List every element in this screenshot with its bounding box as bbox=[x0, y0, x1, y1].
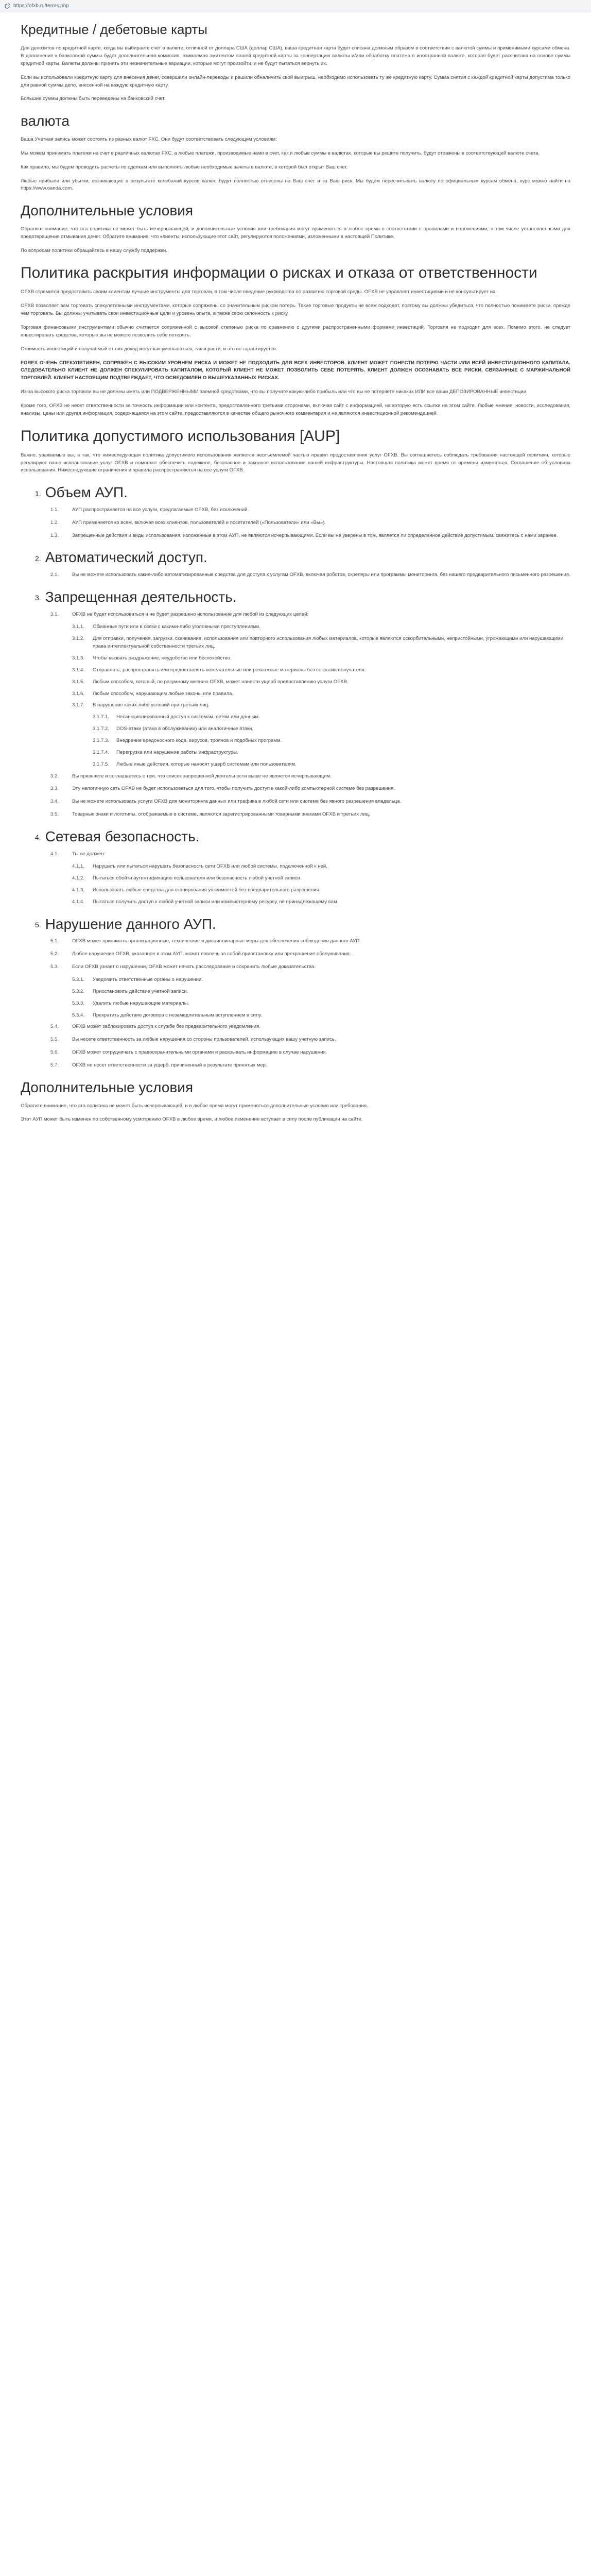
list-item bbox=[72, 702, 570, 709]
item-number: 3.1.2. bbox=[72, 636, 85, 642]
paragraph: Если вы использовали кредитную карту для внесения денег, совершили онлайн-переводы и решили обналичить свой выигрыш, необходимо использовать ту же кредитную карту. Сумма снятия с каждой кредитной карты допустима только для равной суммы депо, внесенной на каждую кредитную карту. bbox=[21, 74, 570, 88]
item-number: 4.1.1. bbox=[72, 863, 85, 870]
list-item bbox=[93, 737, 570, 745]
item-text: Вы не можете использовать услуги OFXB для мониторинга данных или трафика в любой сети или системе без явного разрешения владельца. bbox=[72, 799, 402, 805]
list-item bbox=[50, 851, 570, 858]
item-text: Перегрузка или нарушение работы инфраструктуры. bbox=[116, 749, 238, 755]
list-item bbox=[72, 899, 570, 906]
item-text: АУП применяется ко всем, включая всех клиентов, пользователей и посетителей («Пользователи» или «Вы»). bbox=[72, 519, 326, 526]
section-title: Политика раскрытия информации о рисках и отказа от ответственности bbox=[21, 264, 537, 282]
section-title: валюта bbox=[21, 113, 69, 129]
list-item bbox=[50, 811, 570, 819]
section-title: Дополнительные условия bbox=[21, 202, 194, 219]
list-item bbox=[50, 1062, 570, 1070]
item-text: Удалить любые нарушающие материалы. bbox=[93, 1000, 189, 1006]
list-item bbox=[72, 863, 570, 871]
item-number: 3.1.7.1. bbox=[93, 714, 110, 720]
section-number: 3. bbox=[35, 594, 41, 602]
item-text: Для отправки, получения, загрузки, скачивания, использования или повторного использования любых материалов, которые являются оскорбительными, непристойными, угрожающими или нарушающими права интеллектуальной собственности третьих лиц. bbox=[93, 636, 564, 650]
section-title: Объем АУП. bbox=[45, 484, 128, 501]
item-text: Вы не можете использовать какие-либо автоматизированные средства для доступа к услугам OFXB, включая роботов, скреперы или программы мониторинга, без нашего предварительного письменного разрешения. bbox=[72, 572, 570, 578]
item-text: Любое нарушение OFXB, указанное в этом АУП, может повлечь за собой приостановку или прекращение обслуживания. bbox=[72, 951, 351, 957]
paragraph: OFXB позволяет вам торговать спекулятивными инструментами, которые сопряжены со значительным риском потерь. Такие торговые продукты не всем подходят, поэтому вы должны убедиться, что полностью понимаете риски, прежде чем торговать. Вы должны учитывать свои инвестиционные цели и уровень опыта, а также свою склонность к риску. bbox=[21, 303, 570, 317]
list-item bbox=[93, 749, 570, 757]
paragraph: Как правило, мы будем проводить расчеты по сделкам или выполнять любые необходимые зачеты в валюте, в которой был открыт Ваш счет. bbox=[21, 164, 348, 170]
item-number: 4.1.3. bbox=[72, 887, 85, 893]
page-title: Кредитные / дебетовые карты bbox=[21, 22, 207, 37]
item-text: OFXB не несет ответственности за ущерб, причиненный в результате принятых мер. bbox=[72, 1062, 267, 1069]
list-item bbox=[93, 725, 570, 733]
item-number: 1.3. bbox=[50, 532, 59, 538]
item-text: Нарушать или пытаться нарушать безопасность сети OFXB или любой системы, подключенной к ней. bbox=[93, 863, 327, 870]
aup-automatic-access bbox=[35, 549, 570, 566]
item-number: 4.1.4. bbox=[72, 899, 85, 905]
paragraph: Обратите внимание, что эта политика не может быть исчерпывающей, и дополнительные условия или требования могут применяться в любое время в соответствии с правилами и положениями, в том числе установленными для предотвращения отмывания денег. Обратите внимание, что клиенты, использующие этот сайт, регулируются положениями, изложенными в настоящей Политике. bbox=[21, 226, 570, 240]
section-number: 2. bbox=[35, 554, 41, 563]
item-number: 4.1.2. bbox=[72, 875, 85, 882]
item-number: 3.1.6. bbox=[72, 690, 85, 697]
item-text: Уведомить ответственные органы о нарушении. bbox=[93, 977, 203, 983]
section-additional-terms bbox=[21, 202, 570, 219]
item-text: Использовать любые средства для сканирования уязвимостей без предварительного разрешения. bbox=[93, 887, 321, 893]
aup-network-security bbox=[35, 828, 570, 845]
section-title: Автоматический доступ. bbox=[45, 549, 207, 566]
paragraph: OFXB стремится предоставить своим клиентам лучшие инструменты для торговли, в том числе введение руководства по развитию торговой среды. OFXB не управляет инвестициями и не консультирует их. bbox=[21, 289, 497, 295]
paragraph: Из-за высокого риска торговли вы не должны иметь или ПОДВЕРЖЕННЫМИ заемной средствами, что вы получите какую-либо прибыль или что вы не потеряете никаких ИЛИ все ваши ДЕПОЗИРОВАННЫЕ инвестиции. bbox=[21, 389, 528, 395]
list-item bbox=[72, 1000, 570, 1008]
list-item bbox=[93, 761, 570, 769]
section-number: 1. bbox=[35, 489, 41, 498]
url-text[interactable]: https://ofxb.ru/terms.php bbox=[13, 3, 69, 9]
item-number: 5.3.1. bbox=[72, 977, 85, 983]
item-text: Чтобы вызвать раздражение, неудобство или беспокойство. bbox=[93, 655, 232, 661]
item-number: 5.3.4. bbox=[72, 1012, 85, 1018]
item-number: 1.2. bbox=[50, 519, 59, 526]
item-text: В нарушение каких-либо условий при третьих лиц. bbox=[93, 702, 210, 708]
list-item bbox=[72, 679, 570, 686]
item-number: 3.1.7.2. bbox=[93, 726, 110, 732]
item-number: 2.1. bbox=[50, 572, 59, 578]
list-item bbox=[50, 1049, 570, 1057]
section-number: 5. bbox=[35, 921, 41, 929]
item-text: Товарные знаки и логотипы, отображаемые в системе, являются зарегистрированными товарными знаками OFXB и третьих лиц. bbox=[72, 811, 370, 818]
list-item bbox=[50, 785, 570, 793]
list-item bbox=[50, 571, 570, 579]
item-number: 3.5. bbox=[50, 811, 59, 818]
list-item bbox=[50, 963, 570, 971]
item-number: 5.2. bbox=[50, 951, 59, 957]
paragraph: Кроме того, OFXB не несет ответственности за точность информации или контента, предоставленного третьими сторонами, включая сайт с информацией, на которую есть ссылки на этом сайте. Любые мнения, новости, исследования, анализы, цены или другая информация, содержащаяся на этом сайте, предоставляются в качестве общего рыночного комментария и не являются инвестиционной рекомендацией. bbox=[21, 403, 570, 416]
item-text: Любые иные действия, которые наносят ущерб системам или пользователям. bbox=[116, 761, 297, 767]
list-item bbox=[72, 690, 570, 698]
section-additional-terms-2 bbox=[21, 1079, 570, 1096]
item-text: Несанкционированный доступ к системам, сетям или данным. bbox=[116, 714, 260, 720]
list-item bbox=[50, 532, 570, 540]
section-currency bbox=[21, 112, 570, 130]
aup-scope bbox=[35, 484, 570, 501]
item-text: Любым способом, который, по разумному мнению OFXB, может нанести ущерб предоставлению услуги OFXB. bbox=[93, 679, 349, 685]
item-number: 1.1. bbox=[50, 506, 59, 513]
item-number: 5.3.2. bbox=[72, 988, 85, 994]
list-item bbox=[72, 623, 570, 631]
section-title: Дополнительные условия bbox=[21, 1079, 194, 1095]
list-item bbox=[50, 611, 570, 619]
item-number: 5.7. bbox=[50, 1062, 59, 1069]
item-text: OFXB не будет использоваться и не будет разрешено использование для любой из следующих целей: bbox=[72, 611, 309, 617]
item-text: Обманные пути или в связи с какими-либо уголовными преступлениями. bbox=[93, 624, 260, 630]
section-title: Нарушение данного АУП. bbox=[45, 916, 216, 932]
section-risk-disclosure bbox=[21, 264, 570, 282]
aup-violation bbox=[35, 916, 570, 933]
item-number: 5.3.3. bbox=[72, 1000, 85, 1006]
item-number: 5.1. bbox=[50, 938, 59, 944]
paragraph: Мы можем принимать платежи на счет в различных валютах FXC, а любые платежи, производимые нами в счет, как и любые суммы в валютах, которые вы решите получить, будут отражены в соответствующей валюте счета. bbox=[21, 150, 540, 156]
section-title: Сетевая безопасность. bbox=[45, 828, 200, 844]
list-item bbox=[50, 519, 570, 527]
item-text: Если OFXB узнает о нарушении, OFXB может начать расследование и сохранить любые доказательства. bbox=[72, 964, 316, 970]
item-number: 3.1.7. bbox=[72, 702, 85, 708]
list-item bbox=[50, 1023, 570, 1031]
risk-warning: FOREX ОЧЕНЬ СПЕКУЛЯТИВЕН, СОПРЯЖЕН С ВЫСОКИМ УРОВНЕМ РИСКА И МОЖЕТ НЕ ПОДХОДИТЬ ДЛЯ ВСЕХ ИНВЕСТОРОВ. КЛИЕНТ МОЖЕТ ПОНЕСТИ ПОТЕРЮ ЧАСТИ ИЛИ ВСЕЙ ИНВЕСТИЦИОННОГО КАПИТАЛА. СЛЕДОВАТЕЛЬНО КЛИЕНТ НЕ ДОЛЖЕН СПЕКУЛИРОВАТЬ КАПИТАЛОМ, КОТОРЫЙ КЛИЕНТ НЕ МОЖЕТ ПОЗВОЛИТЬ СЕБЕ ПОТЕРЯТЬ. КЛИЕНТ ДОЛЖЕН ОСОЗНАВАТЬ ВСЕ РИСКИ, СВЯЗАННЫЕ С МАРЖИНАЛЬНОЙ ТОРГОВЛЕЙ. КЛИЕНТ НАСТОЯЩИМ ПОДТВЕРЖДАЕТ, ЧТО ОСВЕДОМЛЕН О ВЫШЕУКАЗАННЫХ РИСКАХ. bbox=[21, 360, 570, 381]
item-number: 3.3. bbox=[50, 786, 59, 792]
item-number: 3.1.7.3. bbox=[93, 737, 110, 743]
item-number: 3.1.7.4. bbox=[93, 749, 110, 755]
list-item bbox=[72, 976, 570, 984]
item-text: OFXB может сотрудничать с правоохранительными органами и раскрывать информацию в случае нарушения. bbox=[72, 1049, 327, 1056]
item-number: 3.1.1. bbox=[72, 624, 85, 630]
item-text: Внедрение вредоносного кода, вирусов, троянов и подобных программ. bbox=[116, 737, 282, 743]
list-item bbox=[72, 887, 570, 894]
item-text: АУП распространяется на все услуги, предлагаемые OFXB, без исключений. bbox=[72, 506, 249, 513]
paragraph: Любые прибыли или убытки, возникающие в результате колебаний курсов валют, будут полностью отнесены на Ваш счет и за Ваш риск. Мы будем пересчитывать валюту по официальным курсам обмена, курс можно найти на https://www.oanda.com. bbox=[21, 178, 570, 192]
section-number: 4. bbox=[35, 833, 41, 842]
item-text: Пытаться получить доступ к любой учетной записи или компьютерному ресурсу, не принадлежащему вам. bbox=[93, 899, 339, 905]
item-text: Эту нелогичную сеть OFXB не будет использоваться для того, чтобы получить доступ к какой-либо компьютерной системе без разрешения. bbox=[72, 786, 395, 792]
paragraph: Этот АУП может быть изменен по собственному усмотрению OFXB в любое время, и любое изменение вступает в силу после публикации на сайте. bbox=[21, 1116, 363, 1123]
list-item bbox=[72, 1012, 570, 1020]
paragraph: По вопросам политики обращайтесь в нашу службу поддержки. bbox=[21, 247, 167, 253]
item-number: 3.1.5. bbox=[72, 679, 85, 685]
list-item bbox=[72, 655, 570, 663]
list-item bbox=[50, 798, 570, 806]
list-item bbox=[50, 951, 570, 958]
item-number: 3.1.4. bbox=[72, 667, 85, 673]
item-number: 3.1.3. bbox=[72, 655, 85, 661]
item-text: Вы несете ответственность за любые нарушения со стороны пользователей, использующих вашу учетную запись. bbox=[72, 1037, 336, 1043]
list-item bbox=[50, 938, 570, 945]
section-title: Запрещенная деятельность. bbox=[45, 588, 237, 605]
list-item bbox=[50, 506, 570, 514]
list-item bbox=[72, 875, 570, 883]
item-number: 4.1. bbox=[50, 851, 59, 857]
item-text: Прекратить действие договора с незамедлительным вступлением в силу. bbox=[93, 1012, 262, 1018]
page-content bbox=[0, 12, 591, 1124]
paragraph: Стоимость инвестиций и получаемый от них доход могут как уменьшаться, так и расти, и это не гарантируется. bbox=[21, 346, 277, 352]
item-text: Отправлять, распространять или предоставлять нежелательные или рекламные материалы без согласия получателя. bbox=[93, 667, 366, 673]
item-text: OFXB может принимать организационные, технические и дисциплинарные меры для обеспечения соблюдения данного АУП. bbox=[72, 938, 361, 944]
item-number: 3.1.7.5. bbox=[93, 761, 110, 767]
paragraph: Большие суммы должны быть переведены на банковский счет. bbox=[21, 96, 166, 102]
paragraph: Торговая финансовыми инструментами обычно считается сопряженной с высокой степенью риска по сравнению с другими распространенными формами инвестиций. Торговля не подходит для всех. Помимо этого, не следует инвестировать средства, которые вы не можете позволить себе потерять. bbox=[21, 324, 570, 338]
aup-prohibited bbox=[35, 588, 570, 606]
item-text: Запрещенные действия и виды использования, изложенные в этом АУП, не являются исчерпывающими. Если вы не уверены в том, является ли определенное действие допустимым, свяжитесь с нами заранее. bbox=[72, 532, 558, 538]
list-item bbox=[72, 988, 570, 996]
aup-intro: Важно, уважаемые вы, а так, что нижеследующая политика допустимого использования является неотъемлемой частью правил предоставления услуг OFXB. Вы соглашаетесь соблюдать требования настоящей политики, которые регулируют ваше использование услуг OFXB и помогают обеспечить надежное, безопасное и законное использование нашей инфраструктуры. Настоящая политика может время от времени изменяться. Соглашение об условиях использования. Нижеследующие ограничения и правила распространяются на все услуги OFXB. bbox=[21, 452, 570, 473]
item-number: 5.5. bbox=[50, 1037, 59, 1043]
item-text: Ты не должен: bbox=[72, 851, 106, 857]
item-number: 3.2. bbox=[50, 773, 59, 779]
list-item bbox=[50, 1036, 570, 1044]
section-title: Политика допустимого использования [AUP] bbox=[21, 427, 340, 445]
list-item bbox=[72, 635, 570, 651]
list-item bbox=[50, 773, 570, 781]
list-item bbox=[72, 667, 570, 674]
item-text: DOS-атаки (атака в обслуживании) или аналогичные атаки. bbox=[116, 726, 254, 732]
item-text: Любым способом, нарушающим любые законы или правила. bbox=[93, 690, 234, 697]
item-number: 5.6. bbox=[50, 1049, 59, 1056]
paragraph: Ваша Учетная запись может состоять из разных валют FXC. Они будут соответствовать следующим условиям: bbox=[21, 136, 277, 142]
browser-address-bar[interactable] bbox=[0, 0, 591, 12]
item-number: 5.3. bbox=[50, 964, 59, 970]
item-number: 3.4. bbox=[50, 799, 59, 805]
item-number: 3.1. bbox=[50, 611, 59, 617]
list-item bbox=[93, 714, 570, 721]
section-aup bbox=[21, 427, 570, 446]
item-text: OFXB может заблокировать доступ к службе без предварительного уведомления. bbox=[72, 1024, 260, 1030]
item-text: Приостановить действие учетной записи. bbox=[93, 988, 188, 994]
item-number: 5.4. bbox=[50, 1024, 59, 1030]
paragraph: Для депозитов по кредитной карте, когда вы выбираете счет в валюте, отличной от доллара США (доллар США), ваша кредитная карта будет списана должным образом в соответствии с валютой суммы и применимыми курсами обмена. В дополнение к банковской суммы будет дополнительная комиссия, взимаемая эмитентом вашей кредитной карты за конвертацию валюты и/или обработку платежа в иностранной валюте, которая будет рассчитана на основе суммы кредитной карты. Валюты должны принять эти незначительные вариации, которые могут произойти, и не будут пытаться вернуть их. bbox=[21, 45, 570, 66]
item-text: Пытаться обойти аутентификацию пользователя или безопасность любой учетной записи. bbox=[93, 875, 302, 882]
paragraph: Обратите внимание, что эта политика не может быть исчерпывающей, и в любое время могут применяться дополнительные условия или требования. bbox=[21, 1103, 368, 1109]
reload-icon[interactable] bbox=[4, 3, 10, 9]
item-text: Вы признаете и соглашаетесь с тем, что список запрещенной деятельности выше не является исчерпывающим. bbox=[72, 773, 332, 779]
